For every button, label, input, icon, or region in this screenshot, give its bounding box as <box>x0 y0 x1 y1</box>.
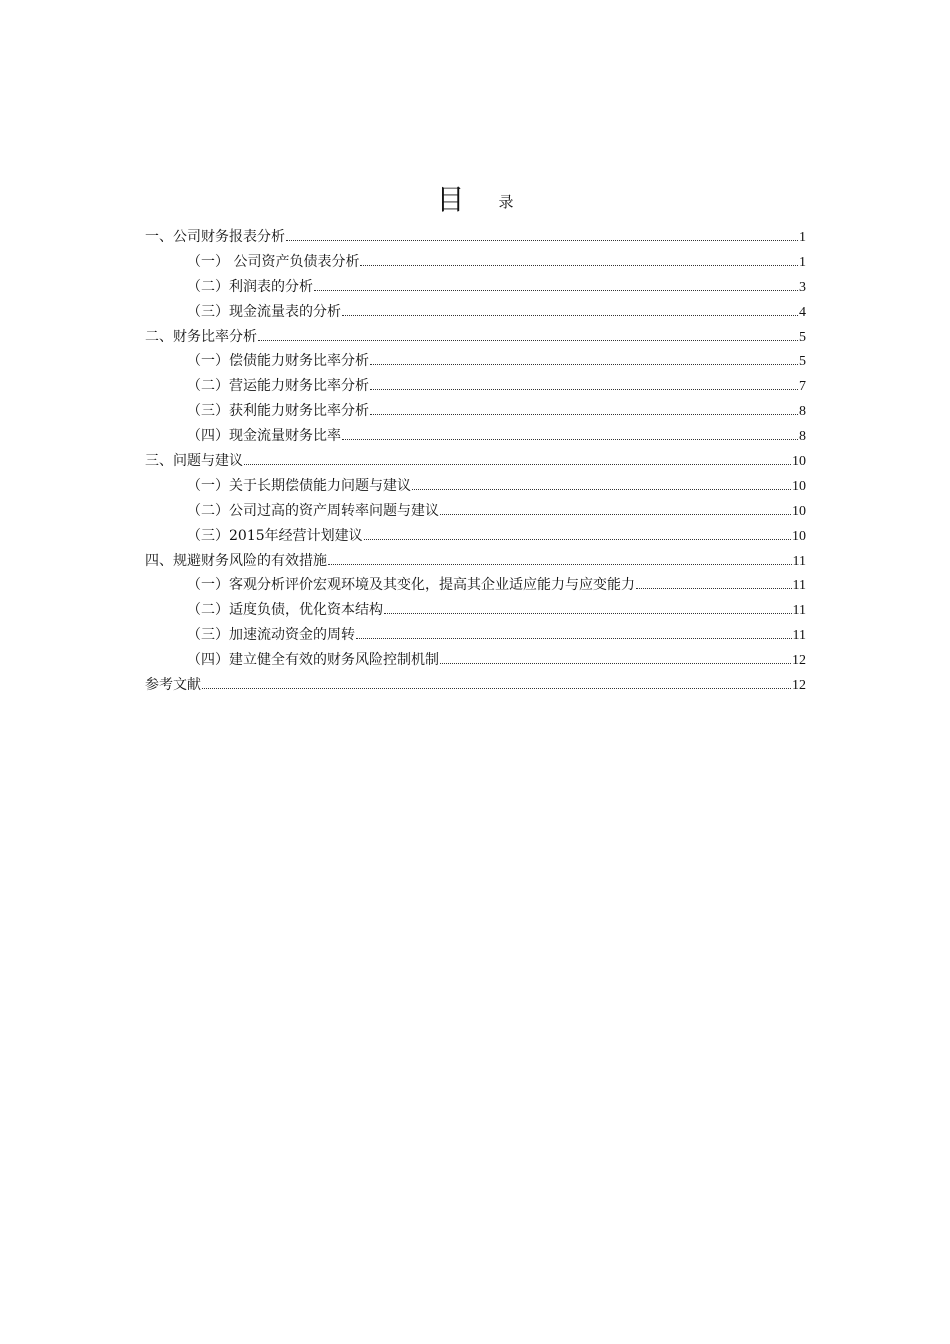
toc-dot-leader <box>440 514 791 515</box>
toc-entry-page-number: 10 <box>792 528 806 544</box>
toc-title <box>0 183 950 221</box>
toc-entry-page-number: 4 <box>799 304 806 320</box>
toc-entry-label: 四、规避财务风险的有效措施 <box>145 552 327 569</box>
table-of-contents <box>145 226 806 699</box>
toc-entry-label: （一） 公司资产负债表分析 <box>187 253 360 270</box>
toc-entry[interactable] <box>145 624 806 649</box>
toc-entry-page-number: 1 <box>799 230 806 245</box>
toc-dot-leader <box>328 564 792 565</box>
toc-entry-label: （二）利润表的分析 <box>187 278 313 295</box>
toc-entry-page-number: 10 <box>792 454 806 470</box>
toc-entry-page-number: 8 <box>799 404 806 420</box>
toc-dot-leader <box>440 663 791 664</box>
toc-entry[interactable] <box>145 301 806 326</box>
toc-dot-leader <box>342 439 798 440</box>
toc-entry-label: （二）公司过高的资产周转率问题与建议 <box>187 502 439 519</box>
toc-entry[interactable] <box>145 550 806 575</box>
toc-title-sub: 录 <box>498 193 514 211</box>
toc-entry[interactable] <box>145 500 806 525</box>
toc-entry[interactable] <box>145 425 806 450</box>
toc-entry-label: 一、公司财务报表分析 <box>145 229 285 245</box>
toc-dot-leader <box>342 315 798 316</box>
toc-entry[interactable] <box>145 649 806 674</box>
toc-entry-label: 三、问题与建议 <box>145 453 243 470</box>
toc-entry[interactable] <box>145 475 806 500</box>
toc-entry[interactable] <box>145 450 806 475</box>
toc-entry-label: （三）现金流量表的分析 <box>187 303 341 320</box>
toc-entry-label: （一）关于长期偿债能力问题与建议 <box>187 477 411 494</box>
toc-dot-leader <box>384 613 792 614</box>
toc-dot-leader <box>314 290 798 291</box>
toc-entry-page-number: 11 <box>792 603 806 619</box>
toc-dot-leader <box>636 588 792 589</box>
toc-entry[interactable] <box>145 226 806 251</box>
toc-entry-page-number: 11 <box>792 628 806 644</box>
toc-dot-leader <box>360 265 798 266</box>
toc-entry-label: （一）偿债能力财务比率分析 <box>187 353 369 370</box>
toc-dot-leader <box>370 364 798 365</box>
toc-entry-page-number: 8 <box>799 429 806 445</box>
toc-entry[interactable] <box>145 525 806 550</box>
toc-entry[interactable] <box>145 674 806 699</box>
toc-dot-leader <box>286 240 798 241</box>
toc-entry[interactable] <box>145 375 806 400</box>
toc-dot-leader <box>244 464 791 465</box>
toc-entry-page-number: 11 <box>792 553 806 569</box>
toc-entry-page-number: 7 <box>799 379 806 395</box>
toc-dot-leader <box>356 638 792 639</box>
toc-entry-label: （二）适度负债，优化资本结构 <box>187 602 383 619</box>
toc-entry-label: （三）2015年经营计划建议 <box>187 527 363 544</box>
toc-entry-label: 二、财务比率分析 <box>145 328 257 345</box>
toc-dot-leader <box>370 414 798 415</box>
toc-entry[interactable] <box>145 400 806 425</box>
toc-entry-label: （三）获利能力财务比率分析 <box>187 403 369 420</box>
toc-entry-label: （三）加速流动资金的周转 <box>187 627 355 644</box>
toc-entry-page-number: 10 <box>792 478 806 494</box>
toc-entry-page-number: 5 <box>799 354 806 370</box>
toc-entry[interactable] <box>145 276 806 301</box>
toc-title-main: 目 <box>436 183 465 216</box>
toc-entry-label: （一）客观分析评价宏观环境及其变化，提高其企业适应能力与应变能力 <box>187 577 635 594</box>
toc-entry-label: （四）现金流量财务比率 <box>187 428 341 445</box>
toc-entry-label: （二）营运能力财务比率分析 <box>187 378 369 395</box>
toc-dot-leader <box>202 688 791 689</box>
toc-entry-page-number: 3 <box>799 279 806 295</box>
toc-entry-page-number: 11 <box>792 578 806 594</box>
toc-entry-page-number: 1 <box>799 254 806 270</box>
toc-dot-leader <box>412 489 791 490</box>
toc-entry[interactable] <box>145 574 806 599</box>
toc-dot-leader <box>370 389 798 390</box>
toc-entry[interactable] <box>145 251 806 276</box>
toc-entry-page-number: 5 <box>799 329 806 345</box>
toc-entry-label: 参考文献 <box>145 677 201 694</box>
toc-entry-page-number: 12 <box>792 653 806 669</box>
toc-entry[interactable] <box>145 350 806 375</box>
toc-dot-leader <box>364 539 791 540</box>
toc-dot-leader <box>258 340 798 341</box>
toc-entry-page-number: 10 <box>792 503 806 519</box>
toc-entry[interactable] <box>145 599 806 624</box>
toc-entry[interactable] <box>145 326 806 351</box>
toc-entry-page-number: 12 <box>792 678 806 694</box>
toc-entry-label: （四）建立健全有效的财务风险控制机制 <box>187 652 439 669</box>
